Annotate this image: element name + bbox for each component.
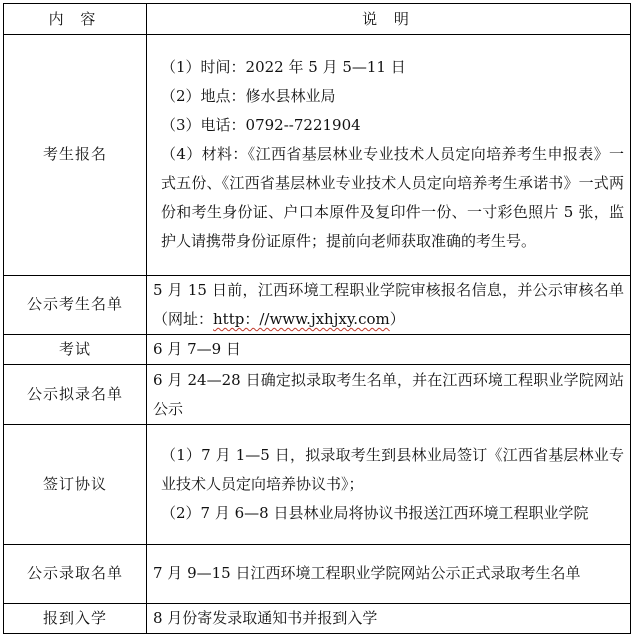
- row-label-candidate-list: 公示考生名单: [4, 275, 147, 334]
- row-content-enrollment: 8 月份寄发录取通知书并报到入学: [147, 603, 631, 633]
- candidate-list-text-end: ）: [389, 309, 405, 328]
- schedule-table: [3, 3, 631, 634]
- table-row-enrollment: [4, 603, 631, 633]
- table-row-proposed-list: [4, 365, 631, 425]
- candidate-list-text: 5 月 15 日前，江西环境工程职业学院审核报名信息，并公示审核名单（网址：: [153, 280, 624, 328]
- table-header-row: [4, 4, 631, 35]
- row-label-registration: 考生报名: [4, 35, 147, 276]
- table-row-agreement: [4, 425, 631, 544]
- row-content-admission-list: 7 月 9—15 日江西环境工程职业学院网站公示正式录取考生名单: [147, 544, 631, 603]
- row-label-admission-list: 公示录取名单: [4, 544, 147, 603]
- row-content-proposed-list: 6 月 24—28 日确定拟录取考生名单，并在江西环境工程职业学院网站公示: [147, 365, 631, 425]
- row-label-agreement: 签订协议: [4, 425, 147, 544]
- table-row-candidate-list: [4, 275, 631, 334]
- agreement-step-1: （1）7 月 1—5 日，拟录取考生到县林业局签订《江西省基层林业专业技术人员定向培养协议书》；: [161, 446, 624, 493]
- header-content-cell: 内 容: [4, 4, 147, 35]
- row-content-agreement: [147, 425, 631, 544]
- registration-location: （2）地点：修水县林业局: [161, 87, 336, 106]
- header-description-cell: 说 明: [147, 4, 631, 35]
- table-row-admission-list: [4, 544, 631, 603]
- table-row-registration: [4, 35, 631, 276]
- agreement-step-2: （2）7 月 6—8 日县林业局将协议书报送江西环境工程职业学院: [161, 504, 589, 522]
- row-label-proposed-list: 公示拟录名单: [4, 365, 147, 425]
- registration-materials: （4）材料：《江西省基层林业专业技术人员定向培养考生申报表》一式五份、《江西省基层林业专业技术人员定向培养考生承诺书》一式两份和考生身份证、户口本原件及复印件一份、一寸彩色照片 5 张，监护人请携带身份证原件；提前向老师获取准确的考生号。: [161, 145, 624, 251]
- row-content-exam: 6 月 7—9 日: [147, 335, 631, 365]
- row-content-registration: [147, 35, 631, 276]
- row-label-exam: 考试: [4, 335, 147, 365]
- row-label-enrollment: 报到入学: [4, 603, 147, 633]
- table-row-exam: [4, 335, 631, 365]
- registration-phone: （3）电话：0792--7221904: [161, 116, 361, 135]
- row-content-candidate-list: [147, 275, 631, 334]
- website-link[interactable]: http：//www.jxhjxy.com: [213, 309, 390, 328]
- registration-time: （1）时间：2022 年 5 月 5—11 日: [161, 58, 406, 77]
